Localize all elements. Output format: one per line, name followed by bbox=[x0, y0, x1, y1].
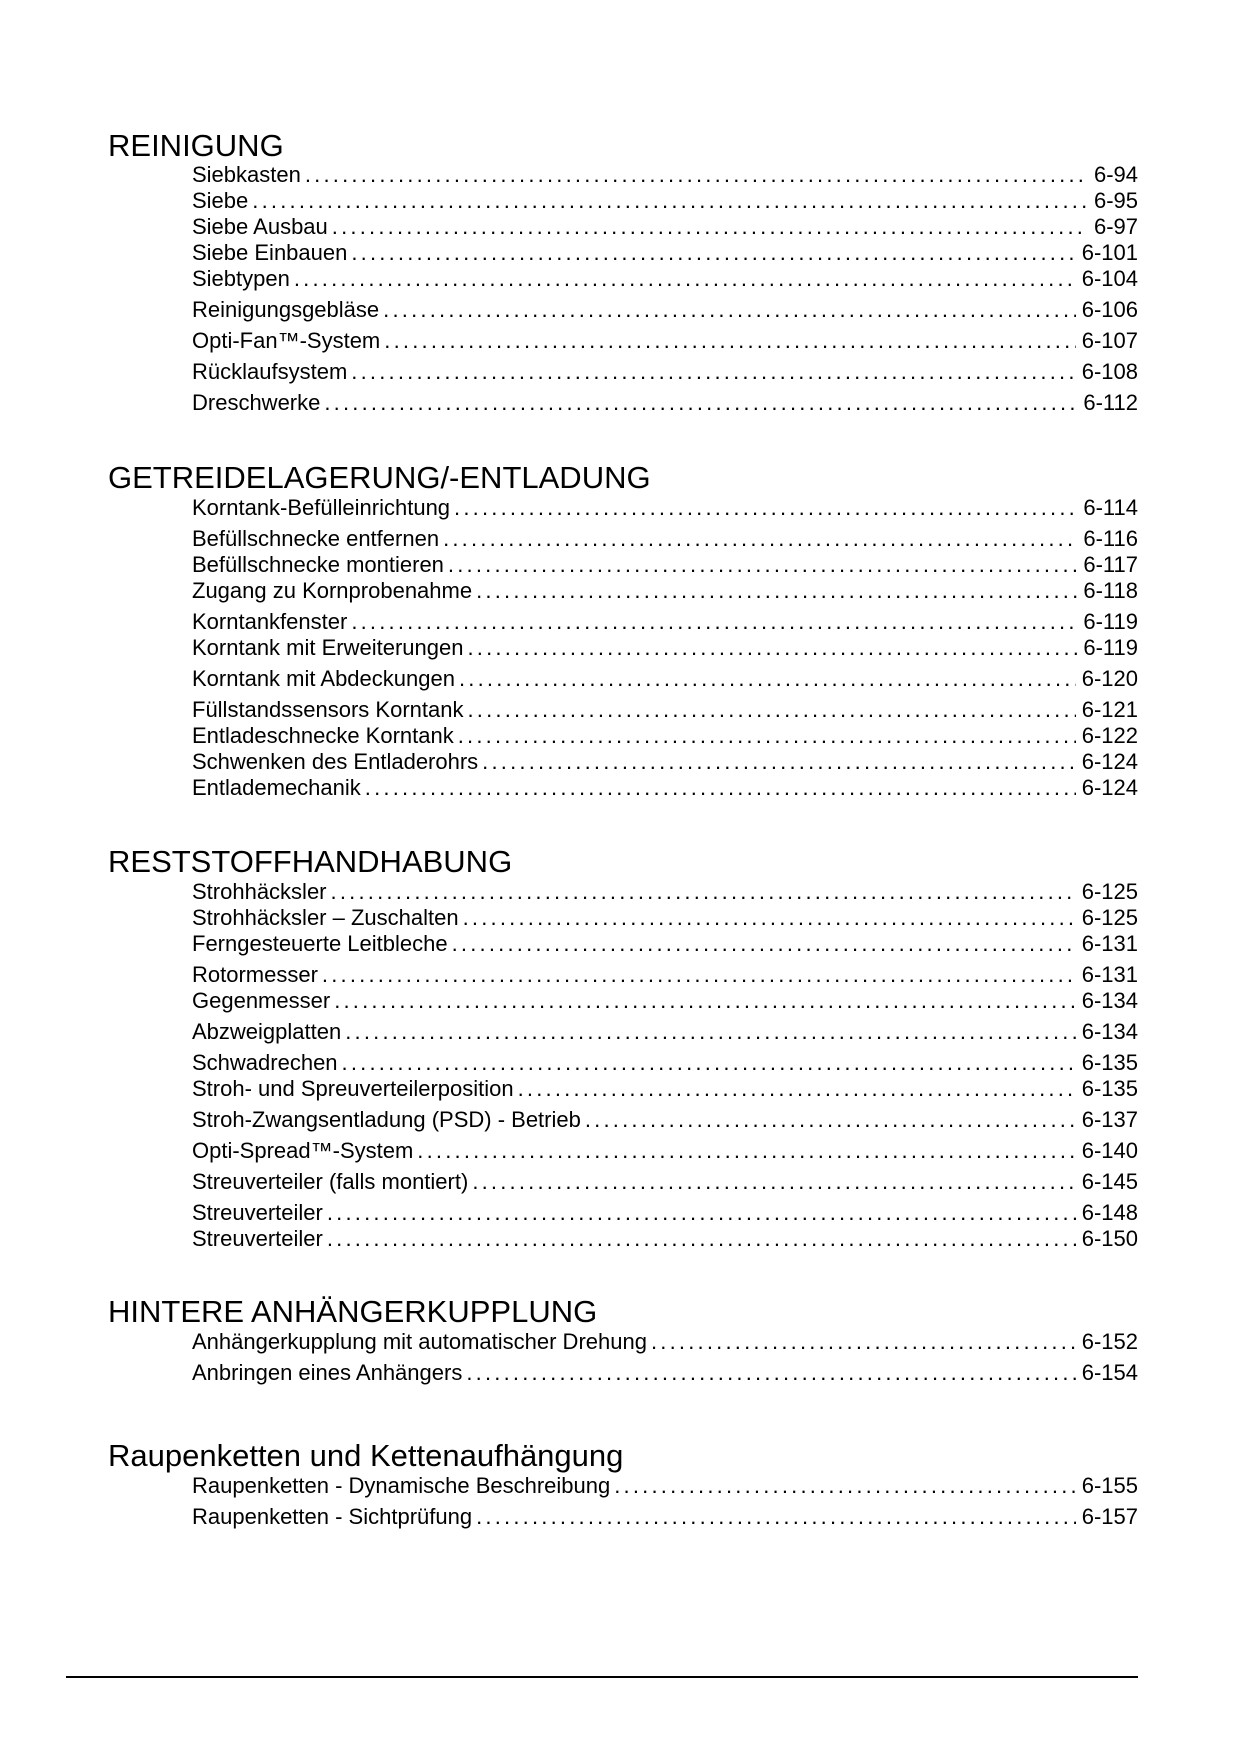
toc-entry-page: 6-137 bbox=[1081, 1107, 1138, 1132]
dot-leader bbox=[305, 161, 1088, 189]
toc-entry-title: Schwadrechen bbox=[192, 1050, 338, 1075]
dot-leader bbox=[443, 525, 1077, 553]
dot-leader bbox=[476, 577, 1077, 605]
dot-leader bbox=[476, 1503, 1076, 1531]
toc-entry-title: Gegenmesser bbox=[192, 988, 331, 1013]
toc-entry-title: Schwenken des Entladerohrs bbox=[192, 749, 479, 774]
toc-entry[interactable] bbox=[192, 494, 1138, 522]
toc-entry[interactable] bbox=[192, 1137, 1138, 1165]
toc-entry[interactable] bbox=[192, 551, 1138, 579]
toc-entry[interactable] bbox=[192, 748, 1138, 776]
toc-entry[interactable] bbox=[192, 1168, 1138, 1196]
toc-entry-title: Streuverteiler bbox=[192, 1200, 323, 1225]
toc-entry-page: 6-119 bbox=[1083, 609, 1138, 634]
toc-entry-title: Raupenketten - Sichtprüfung bbox=[192, 1504, 473, 1529]
toc-entry-page: 6-116 bbox=[1083, 526, 1138, 551]
dot-leader bbox=[252, 187, 1088, 215]
toc-entry-page: 6-112 bbox=[1083, 390, 1138, 415]
dot-leader bbox=[458, 722, 1076, 750]
toc-entry-title: Rücklaufsystem bbox=[192, 359, 348, 384]
toc-entry[interactable] bbox=[192, 608, 1138, 636]
toc-entry-title: Korntank mit Abdeckungen bbox=[192, 666, 455, 691]
toc-entry[interactable] bbox=[192, 1472, 1138, 1500]
dot-leader bbox=[351, 608, 1077, 636]
toc-entry-title: Strohhäcksler bbox=[192, 879, 327, 904]
toc-entry-page: 6-124 bbox=[1081, 775, 1138, 800]
dot-leader bbox=[463, 904, 1076, 932]
toc-entry-title: Siebe Ausbau bbox=[192, 214, 328, 239]
toc-entry-title: Korntankfenster bbox=[192, 609, 348, 634]
toc-entry-title: Streuverteiler (falls montiert) bbox=[192, 1169, 469, 1194]
dot-leader bbox=[454, 494, 1077, 522]
dot-leader bbox=[345, 1018, 1076, 1046]
toc-entry[interactable] bbox=[192, 1503, 1138, 1531]
toc-entry-title: Entladeschnecke Korntank bbox=[192, 723, 454, 748]
dot-leader bbox=[459, 665, 1076, 693]
dot-leader bbox=[614, 1472, 1075, 1500]
toc-entry-title: Siebe Einbauen bbox=[192, 240, 348, 265]
dot-leader bbox=[383, 296, 1076, 324]
dot-leader bbox=[482, 748, 1076, 776]
dot-leader bbox=[467, 696, 1075, 724]
toc-entry-title: Korntank-Befülleinrichtung bbox=[192, 495, 451, 520]
toc-entry-page: 6-118 bbox=[1083, 578, 1138, 603]
toc-entry[interactable] bbox=[192, 634, 1138, 662]
toc-entry[interactable] bbox=[192, 525, 1138, 553]
toc-entry-page: 6-152 bbox=[1081, 1329, 1138, 1354]
footer-divider bbox=[66, 1676, 1138, 1678]
dot-leader bbox=[327, 1225, 1076, 1253]
dot-leader bbox=[332, 213, 1088, 241]
toc-entry[interactable] bbox=[192, 265, 1138, 293]
toc-entry-page: 6-140 bbox=[1081, 1138, 1138, 1163]
toc-entry[interactable] bbox=[192, 1075, 1138, 1103]
section-heading-reinigung: REINIGUNG bbox=[108, 128, 284, 163]
dot-leader bbox=[351, 239, 1075, 267]
toc-entry[interactable] bbox=[192, 904, 1138, 932]
toc-entry-page: 6-101 bbox=[1081, 240, 1138, 265]
dot-leader bbox=[327, 1199, 1076, 1227]
toc-entry-title: Dreschwerke bbox=[192, 390, 321, 415]
dot-leader bbox=[472, 1168, 1075, 1196]
dot-leader bbox=[334, 987, 1076, 1015]
toc-entry[interactable] bbox=[192, 722, 1138, 750]
toc-entry-page: 6-131 bbox=[1081, 962, 1138, 987]
toc-entry-page: 6-121 bbox=[1081, 697, 1138, 722]
toc-entry-page: 6-131 bbox=[1081, 931, 1138, 956]
toc-entry[interactable] bbox=[192, 187, 1138, 215]
toc-entry-title: Befüllschnecke entfernen bbox=[192, 526, 440, 551]
toc-entry-page: 6-104 bbox=[1081, 266, 1138, 291]
toc-entry[interactable] bbox=[192, 1328, 1138, 1356]
toc-entry-title: Siebkasten bbox=[192, 162, 301, 187]
dot-leader bbox=[324, 389, 1077, 417]
toc-entry-title: Stroh- und Spreuverteilerposition bbox=[192, 1076, 514, 1101]
dot-leader bbox=[294, 265, 1076, 293]
dot-leader bbox=[331, 878, 1076, 906]
toc-entry-title: Siebe bbox=[192, 188, 249, 213]
dot-leader bbox=[467, 634, 1077, 662]
toc-entry-page: 6-122 bbox=[1081, 723, 1138, 748]
toc-entry-page: 6-107 bbox=[1081, 328, 1138, 353]
toc-entry-page: 6-134 bbox=[1081, 1019, 1138, 1044]
section-heading-reststoffhandhabung: RESTSTOFFHANDHABUNG bbox=[108, 844, 513, 879]
toc-entry[interactable] bbox=[192, 961, 1138, 989]
toc-entry[interactable] bbox=[192, 1359, 1138, 1387]
toc-entry-title: Reinigungsgebläse bbox=[192, 297, 380, 322]
toc-entry-title: Befüllschnecke montieren bbox=[192, 552, 444, 577]
toc-entry-page: 6-106 bbox=[1081, 297, 1138, 322]
toc-entry-title: Anbringen eines Anhängers bbox=[192, 1360, 463, 1385]
toc-entry[interactable] bbox=[192, 1225, 1138, 1253]
dot-leader bbox=[518, 1075, 1076, 1103]
toc-entry[interactable] bbox=[192, 987, 1138, 1015]
toc-entry-title: Streuverteiler bbox=[192, 1226, 323, 1251]
dot-leader bbox=[384, 327, 1075, 355]
dot-leader bbox=[585, 1106, 1076, 1134]
toc-entry-title: Strohhäcksler – Zuschalten bbox=[192, 905, 459, 930]
toc-entry[interactable] bbox=[192, 696, 1138, 724]
section-heading-raupenketten: Raupenketten und Kettenaufhängung bbox=[108, 1438, 624, 1473]
toc-entry[interactable] bbox=[192, 665, 1138, 693]
dot-leader bbox=[452, 930, 1076, 958]
toc-entry-page: 6-125 bbox=[1081, 905, 1138, 930]
toc-entry-page: 6-125 bbox=[1081, 879, 1138, 904]
toc-entry[interactable] bbox=[192, 296, 1138, 324]
toc-entry-title: Korntank mit Erweiterungen bbox=[192, 635, 464, 660]
dot-leader bbox=[365, 774, 1076, 802]
toc-entry-page: 6-117 bbox=[1083, 552, 1138, 577]
dot-leader bbox=[342, 1049, 1076, 1077]
dot-leader bbox=[651, 1328, 1076, 1356]
toc-entry-title: Anhängerkupplung mit automatischer Drehung bbox=[192, 1329, 647, 1354]
toc-entry[interactable] bbox=[192, 774, 1138, 802]
toc-entry-title: Opti-Spread™-System bbox=[192, 1138, 414, 1163]
toc-entry[interactable] bbox=[192, 1018, 1138, 1046]
toc-entry-page: 6-120 bbox=[1081, 666, 1138, 691]
section-heading-getreidelagerung: GETREIDELAGERUNG/-ENTLADUNG bbox=[108, 460, 651, 495]
toc-entry-page: 6-154 bbox=[1081, 1360, 1138, 1385]
dot-leader bbox=[448, 551, 1077, 579]
toc-entry-title: Ferngesteuerte Leitbleche bbox=[192, 931, 448, 956]
toc-entry[interactable] bbox=[192, 930, 1138, 958]
toc-entry-page: 6-150 bbox=[1081, 1226, 1138, 1251]
toc-entry-title: Rotormesser bbox=[192, 962, 318, 987]
toc-entry[interactable] bbox=[192, 878, 1138, 906]
dot-leader bbox=[322, 961, 1076, 989]
toc-entry-page: 6-95 bbox=[1093, 188, 1138, 213]
toc-entry[interactable] bbox=[192, 577, 1138, 605]
toc-entry-title: Stroh-Zwangsentladung (PSD) - Betrieb bbox=[192, 1107, 581, 1132]
toc-entry-title: Opti-Fan™-System bbox=[192, 328, 381, 353]
toc-entry[interactable] bbox=[192, 1199, 1138, 1227]
toc-entry[interactable] bbox=[192, 161, 1138, 189]
toc-entry-page: 6-108 bbox=[1081, 359, 1138, 384]
toc-entry-page: 6-145 bbox=[1081, 1169, 1138, 1194]
toc-entry-title: Siebtypen bbox=[192, 266, 290, 291]
toc-entry[interactable] bbox=[192, 358, 1138, 386]
toc-entry[interactable] bbox=[192, 327, 1138, 355]
toc-entry-title: Abzweigplatten bbox=[192, 1019, 342, 1044]
toc-entry-page: 6-124 bbox=[1081, 749, 1138, 774]
toc-entry[interactable] bbox=[192, 389, 1138, 417]
toc-entry-page: 6-135 bbox=[1081, 1076, 1138, 1101]
dot-leader bbox=[351, 358, 1075, 386]
toc-entry-page: 6-157 bbox=[1081, 1504, 1138, 1529]
dot-leader bbox=[417, 1137, 1075, 1165]
toc-entry[interactable] bbox=[192, 1106, 1138, 1134]
toc-entry-page: 6-135 bbox=[1081, 1050, 1138, 1075]
section-heading-anhaengerkupplung: HINTERE ANHÄNGERKUPPLUNG bbox=[108, 1294, 598, 1329]
toc-entry[interactable] bbox=[192, 213, 1138, 241]
toc-entry[interactable] bbox=[192, 1049, 1138, 1077]
toc-entry-title: Zugang zu Kornprobenahme bbox=[192, 578, 473, 603]
toc-entry-page: 6-119 bbox=[1083, 635, 1138, 660]
toc-entry-page: 6-94 bbox=[1093, 162, 1138, 187]
toc-entry-title: Raupenketten - Dynamische Beschreibung bbox=[192, 1473, 611, 1498]
dot-leader bbox=[466, 1359, 1075, 1387]
toc-entry[interactable] bbox=[192, 239, 1138, 267]
toc-entry-page: 6-148 bbox=[1081, 1200, 1138, 1225]
toc-entry-page: 6-134 bbox=[1081, 988, 1138, 1013]
toc-entry-title: Füllstandssensors Korntank bbox=[192, 697, 464, 722]
toc-entry-title: Entlademechanik bbox=[192, 775, 361, 800]
toc-entry-page: 6-97 bbox=[1093, 214, 1138, 239]
toc-entry-page: 6-114 bbox=[1083, 495, 1138, 520]
toc-entry-page: 6-155 bbox=[1081, 1473, 1138, 1498]
